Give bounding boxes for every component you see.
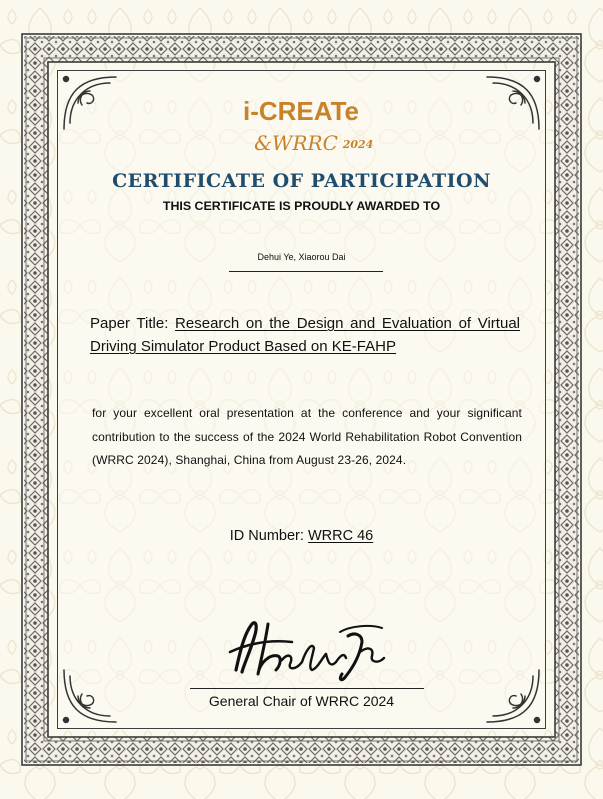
logo-year-text: 2024 — [342, 138, 374, 151]
corner-flourish-icon — [483, 73, 543, 133]
conference-logo — [200, 92, 403, 162]
recipient-underline — [229, 271, 383, 272]
citation-text: for your excellent oral presentation at the conference and your significant contribution to the success of the 2024 World Rehabilitation Robot Convention (WRRC 2024), Shanghai, China from August 23-26, 2024. — [92, 406, 522, 467]
certificate-subtitle: THIS CERTIFICATE IS PROUDLY AWARDED TO — [162, 199, 441, 213]
id-number-value: WRRC 46 — [307, 528, 374, 544]
id-number-block — [0, 528, 603, 544]
certificate-title: CERTIFICATE OF PARTICIPATION — [112, 170, 491, 192]
signature-line — [190, 688, 424, 689]
corner-flourish-icon — [60, 73, 120, 133]
signatory-title: General Chair of WRRC 2024 — [208, 693, 395, 709]
id-number-label: ID Number: — [229, 528, 308, 544]
logo-sub-text: &WRRC — [254, 131, 338, 155]
paper-title-block — [90, 312, 520, 358]
paper-title-label: Paper Title: — [90, 315, 176, 332]
paper-title-value: Research on the Design and Evaluation of Virtual Driving Simulator Product Based on KE-FAHP — [90, 315, 520, 355]
recipient-names: Dehui Ye, Xiaorou Dai — [257, 252, 346, 262]
signature-icon — [222, 612, 392, 684]
logo-brand-text: i-CREATe — [242, 96, 360, 126]
